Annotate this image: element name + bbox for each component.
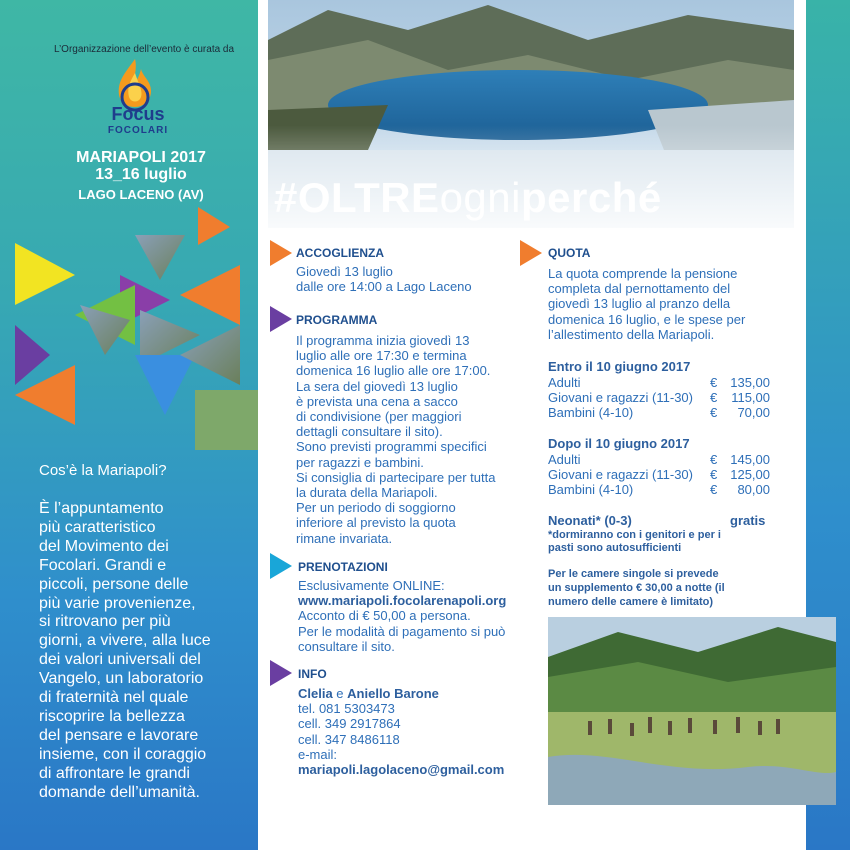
programma-line: Per un periodo di soggiorno: [296, 500, 456, 516]
about-line: piccoli, persone delle: [39, 575, 189, 593]
price-currency: €: [710, 390, 718, 405]
about-title: Cos’è la Mariapoli?: [39, 462, 167, 479]
meadow-group-photo: [548, 617, 836, 805]
about-line: giorni, a vivere, alla luce: [39, 632, 211, 650]
prenotazioni-line: Per le modalità di pagamento si può: [298, 623, 506, 639]
price-currency: €: [710, 467, 718, 482]
section-marker-icon: [270, 240, 292, 266]
about-line: domande dell’umanità.: [39, 783, 200, 801]
price-before-heading: Entro il 10 giugno 2017: [548, 359, 691, 374]
programma-line: Il programma inizia giovedì 13: [296, 333, 470, 348]
price-label: Bambini (4-10): [548, 405, 634, 420]
info-cell-2: cell. 347 8486118: [298, 731, 400, 747]
info-email-label: e-mail:: [298, 746, 338, 762]
single-room-line: un supplemento € 30,00 a notte (il: [548, 582, 725, 594]
neonati-note-line: *dormiranno con i genitori e per i: [548, 529, 721, 541]
programma-line: dettagli consultare il sito).: [296, 424, 443, 440]
price-currency: €: [710, 375, 718, 390]
programma-line: rimane invariata.: [296, 530, 393, 546]
price-row: [548, 452, 770, 468]
price-row: [548, 482, 770, 498]
price-amount: 135,00: [730, 375, 770, 390]
quota-line: La quota comprende la pensione: [548, 266, 738, 281]
info-contacts-names: [298, 686, 504, 701]
about-line: del Movimento dei: [39, 537, 169, 555]
price-row: [548, 405, 770, 421]
hashtag-part1: #OLTRE: [274, 174, 440, 221]
accoglienza-text: [296, 264, 472, 294]
price-amount: 115,00: [731, 390, 770, 405]
event-title: MARIAPOLI 2017: [76, 149, 206, 166]
programma-line: la durata della Mariapoli.: [296, 485, 438, 501]
programma-text: [296, 333, 495, 546]
accoglienza-title: ACCOGLIENZA: [296, 246, 384, 260]
price-amount: 70,00: [737, 405, 770, 420]
section-marker-icon: [270, 660, 292, 686]
about-line: più caratteristico: [39, 518, 156, 536]
programma-line: Si consiglia di partecipare per tutta: [296, 469, 496, 485]
price-row: [548, 375, 770, 391]
about-line: Vangelo, un laboratorio: [39, 670, 204, 688]
programma-line: La sera del giovedì 13 luglio: [296, 378, 458, 394]
about-body: [39, 500, 251, 803]
about-line: del pensare e lavorare: [39, 726, 199, 744]
decorative-triangles-collage: [10, 205, 258, 455]
about-line: di fraternità nel quale: [39, 689, 189, 707]
price-row: [548, 467, 770, 483]
programma-line: luglio alle ore 17:30 e termina: [296, 348, 467, 364]
event-place: LAGO LACENO (AV): [78, 187, 204, 202]
price-label: Bambini (4-10): [548, 482, 634, 497]
programma-line: è prevista una cena a sacco: [296, 393, 458, 409]
price-amount: 80,00: [737, 482, 770, 497]
price-label: Adulti: [548, 452, 581, 467]
programma-line: domenica 16 luglio alle ore 17:00.: [296, 363, 491, 379]
quota-line: giovedì 13 luglio al pranzo della: [548, 296, 731, 312]
about-line: riscoprire la bellezza: [39, 707, 185, 725]
price-currency: €: [710, 405, 718, 420]
price-amount: 125,00: [730, 467, 770, 482]
programma-line: per ragazzi e bambini.: [296, 454, 424, 470]
organizer-label: L’Organizzazione dell’evento è curata da: [53, 44, 235, 55]
price-currency: €: [710, 482, 718, 497]
info-text: [298, 686, 504, 777]
section-marker-icon: [270, 553, 292, 579]
hashtag-part2: ogni: [439, 174, 521, 221]
contact-name-2: Aniello Barone: [347, 686, 439, 701]
price-row: [548, 390, 770, 406]
about-line: È l’appuntamento: [39, 500, 164, 517]
programma-line: inferiore al previsto la quota: [296, 515, 456, 531]
neonati-note-line: pasti sono autosufficienti: [548, 542, 682, 554]
price-label: Giovani e ragazzi (11-30): [548, 390, 693, 405]
price-amount: 145,00: [730, 452, 770, 467]
neonati-note: [548, 529, 770, 555]
single-room-note: [548, 567, 773, 609]
about-line: dei valori universali del: [39, 651, 201, 669]
contact-name-1: Clelia: [298, 686, 333, 701]
quota-line: completa dal pernottamento del: [548, 281, 731, 297]
about-line: di affrontare le grandi: [39, 764, 190, 782]
about-line: più varie provenienze,: [39, 594, 196, 612]
info-title: INFO: [298, 667, 327, 681]
price-currency: €: [710, 452, 718, 467]
logo-name: Focus: [111, 104, 165, 124]
about-line: Focolari. Grandi e: [39, 556, 167, 574]
programma-line: Sono previsti programmi specifici: [296, 439, 487, 455]
section-marker-icon: [520, 240, 542, 266]
prenotazioni-line: consultare il sito.: [298, 638, 395, 654]
hashtag-part3: perché: [520, 174, 662, 221]
prenotazioni-line: Acconto di € 50,00 a persona.: [298, 608, 471, 624]
section-marker-icon: [270, 306, 292, 332]
logo-subtitle: FOCOLARI: [107, 125, 169, 136]
programma-line: di condivisione (per maggiori: [296, 409, 462, 425]
info-cell-1: cell. 349 2917864: [298, 716, 401, 732]
neonati-label: Neonati* (0-3): [548, 513, 632, 528]
prenotazioni-text: [298, 578, 506, 654]
quota-title: QUOTA: [548, 246, 591, 260]
info-and: e: [332, 686, 348, 701]
quota-line: domenica 16 luglio, e le spese per: [548, 311, 746, 327]
quota-line: l’allestimento della Mariapoli.: [548, 326, 715, 342]
prenotazioni-line: Esclusivamente ONLINE:: [298, 578, 445, 593]
accoglienza-line: Giovedì 13 luglio: [296, 264, 393, 279]
single-room-line: numero delle camere è limitato): [548, 596, 714, 608]
event-dates: 13_16 luglio: [95, 166, 187, 183]
quota-text: [548, 266, 745, 342]
about-line: insieme, con il coraggio: [39, 745, 207, 763]
single-room-line: Per le camere singole si prevede: [548, 568, 719, 580]
info-email-link[interactable]: mariapoli.lagolaceno@gmail.com: [298, 762, 505, 778]
about-line: si ritrovano per più: [39, 613, 171, 631]
programma-title: PROGRAMMA: [296, 313, 378, 327]
price-after-heading: Dopo il 10 giugno 2017: [548, 436, 690, 451]
accoglienza-line: dalle ore 14:00 a Lago Laceno: [296, 279, 472, 295]
prenotazioni-website-link[interactable]: www.mariapoli.focolarenapoli.org: [298, 593, 507, 609]
info-phone: tel. 081 5303473: [298, 701, 395, 717]
price-label: Giovani e ragazzi (11-30): [548, 467, 693, 482]
prenotazioni-title: PRENOTAZIONI: [298, 560, 388, 574]
hashtag-title: [274, 174, 662, 222]
neonati-value: gratis: [730, 513, 766, 528]
price-label: Adulti: [548, 375, 581, 390]
